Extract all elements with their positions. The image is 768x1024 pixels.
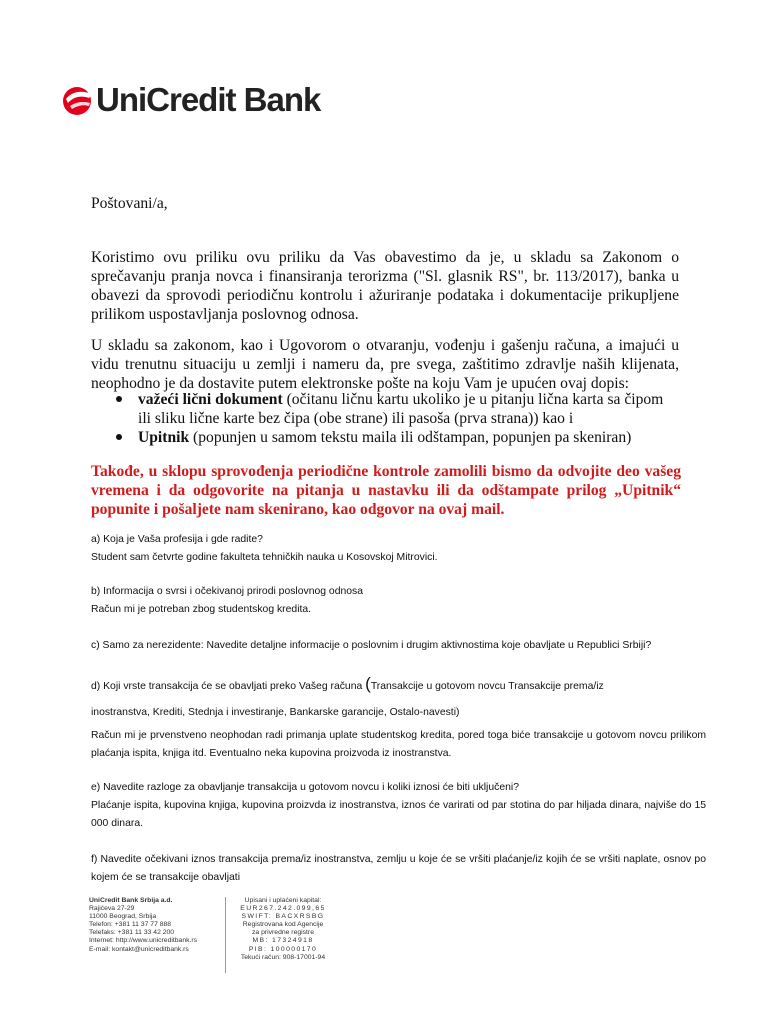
bullet-text: (popunjen u samom tekstu maila ili odštampan, popunjen pa skeniran) xyxy=(189,429,632,446)
footer-bank-name: UniCredit Bank Srbija a.d. xyxy=(89,897,173,904)
footer-line: Tekući račun: 908-17001-94 xyxy=(240,953,326,961)
question-c: c) Samo za nerezidente: Navedite detaljne informacije o poslovnim i drugim aktivnostima koje obavljate u Republici Srbiji? xyxy=(91,640,652,651)
footer-line: Upisani i uplaćeni kapital: xyxy=(244,897,322,904)
footer-divider xyxy=(225,897,226,973)
footer-registration xyxy=(228,897,338,962)
answer-d: Račun mi je prvenstveno neophodan radi primanja uplate studentskog kredita, pored toga biće transakcije u gotovom novcu prilikom plaćanja ispita, knjiga itd. Eventualno neka kupovina proizvoda iz inostranstva. xyxy=(91,730,706,759)
footer-line: E-mail: kontakt@unicreditbank.rs xyxy=(89,945,189,953)
footer-line: Telefaks: +381 11 33 42 200 xyxy=(89,929,175,937)
footer-line: za privredne registre xyxy=(252,929,314,937)
answer-e: Plaćanje ispita, kupovina knjiga, kupovina proizvda iz inostranstva, iznos će varirati od par stotina do par hiljada dinara, najviše do 15 000 dinara. xyxy=(91,800,706,829)
bullet-bold: Upitnik xyxy=(138,429,190,446)
answer-b: Račun mi je potreban zbog studentskog kredita. xyxy=(91,604,312,615)
unicredit-logo-mark-icon xyxy=(62,82,96,116)
footer-line: Telefon: +381 11 37 77 888 xyxy=(89,921,172,929)
list-item xyxy=(112,428,680,447)
footer-line: Internet: http://www.unicreditbank.rs xyxy=(89,937,198,945)
bullet-icon xyxy=(116,434,122,440)
footer-line: PIB: 100000170 xyxy=(248,945,318,953)
question-d-prefix: d) Koji vrste transakcija će se obavljati preko Vašeg računa xyxy=(91,681,366,692)
question-d-line2: inostranstva, Krediti, Stednja i investiranje, Bankarske garancije, Ostalo-navesti) xyxy=(91,707,460,718)
bullet-text: (očitanu ličnu kartu ukoliko je u pitanju lična karta sa čipom ili sliku lične karte bez čipa (obe strane) ili pasoša (prva strana)) kao i xyxy=(138,391,664,427)
question-b: b) Informacija o svrsi i očekivanoj prirodi poslovnog odnosa xyxy=(91,586,364,597)
question-d-paren: ( xyxy=(365,674,371,693)
footer-line: EUR267.242.099,65 xyxy=(240,905,326,913)
footer-line: Registrovana kod Agencije xyxy=(242,921,324,929)
legal-paragraph: U skladu sa zakonom, kao i Ugovorom o otvaranju, vođenju i gašenju računa, a imajući u vidu trenutnu situaciju u zemlji i nameru da, pre svega, zaštitimo zdravlje naših klijenata, neophodno je da dostavite putem elektronske pošte na koju Vam je upućen ovaj dopis: xyxy=(91,337,679,392)
logo-text: UniCredit Bank xyxy=(96,81,321,118)
required-documents-list xyxy=(112,390,680,447)
bullet-bold: važeći lični dokument xyxy=(138,391,283,408)
question-a: a) Koja je Vaša profesija i gde radite? xyxy=(91,534,263,545)
notice-paragraph: Takođe, u sklopu sprovođenja periodične kontrole zamolili bismo da odvojite deo vašeg vremena i da odgovorite na pitanja u nastavku ili da odštampate prilog „Upitnik“ popunite i pošaljete nam skenirano, kao odgovor na ovaj mail. xyxy=(91,463,681,518)
greeting: Poštovani/a, xyxy=(91,195,168,212)
question-e: e) Navedite razloge za obavljanje transakcija u gotovom novcu i koliki iznosi će biti uključeni? xyxy=(91,782,519,793)
list-item xyxy=(112,390,680,428)
bullet-icon xyxy=(116,396,122,402)
unicredit-logo xyxy=(62,78,322,124)
footer-line: 11000 Beograd, Srbija xyxy=(89,913,157,921)
intro-paragraph: Koristimo ovu priliku ovu priliku da Vas obavestimo da je, u skladu sa Zakonom o sprečavanju pranja novca i finansiranja terorizma ("Sl. glasnik RS", br. 113/2017), banka u obavezi da sprovodi periodičnu kontrolu i ažuriranje podataka i dokumentacije prikupljene prilikom uspostavljanja poslovnog odnosa. xyxy=(91,249,679,323)
footer-line: SWIFT: BACXRSBG xyxy=(241,913,325,921)
footer-line: Rajićeva 27-29 xyxy=(89,905,135,913)
footer-line: MB: 17324918 xyxy=(252,937,314,945)
question-d xyxy=(91,674,708,696)
question-d-rest: Transakcije u gotovom novcu Transakcije prema/iz xyxy=(370,681,604,692)
question-f: f) Navedite očekivani iznos transakcija prema/iz inostranstva, zemlju u koje će se vršiti plaćanje/iz kojih će se vršiti naplate, osnov po kojem će se transakcije obavljati xyxy=(91,854,706,883)
answer-a: Student sam četvrte godine fakulteta tehničkih nauka u Kosovskoj Mitrovici. xyxy=(91,552,438,563)
